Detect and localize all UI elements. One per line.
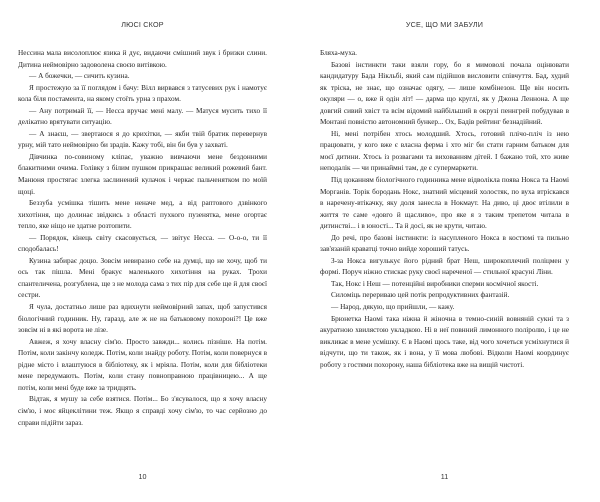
left-page bbox=[18, 0, 267, 502]
paragraph: Нессина мала висолоплює язика й дує, видаючи смішний звук і бризки слини. Дитина неймовірно задоволена своєю витівкою. bbox=[18, 49, 267, 69]
paragraph: Кузина забирає доцю. Зовсім невиразно себе на думці, що не хочу, щоб ти ось так пішла. Мені бракує маленького хихотіння на руках. Трохи спантеличена, розгублена, ще з не молода сама з тих пір для себе ще й для своєї сестри. bbox=[18, 256, 267, 300]
page-number-left: 10 bbox=[138, 472, 147, 481]
left-page-body bbox=[18, 48, 267, 429]
paragraph: Під цоканням біологічного годинника мене відволікла поява Нокса та Наомі Морганів. Торік бородань Нокс, знатний місцевий холостяк, по вуха втріскався в наречену-втікачку, яку доля занесла в Нокмаут. На диво, ці двоє втілили в життя те саме «довго й щасливо», про яке я з таким трепетом читала в дитинстві... і в юності... Та й досі, як не крути, читаю. bbox=[320, 176, 569, 231]
paragraph: Так, Нокс і Неш — потенційні виробники сперми космічної якості. bbox=[331, 279, 539, 288]
running-head-author: ЛЮСІ СКОР bbox=[121, 20, 164, 29]
paragraph: Ні, мені потрібен хтось молодший. Хтось, готовий плічо-пліч із нею працювати, у кого вже є власна ферма і хто міг би стати гарним батьком для моєї дитини. Хтось із розвагами та вихованням дітей. І бажано той, хто живе неподалік — чи принаймні там, де є супермаркети. bbox=[320, 129, 569, 173]
paragraph: Я простежую за її поглядом і бачу: Вілл вирвався з татусевих рук і намотує кола біля постамента, на якому стоїть урна з прахом. bbox=[18, 83, 267, 104]
paragraph: — Народ, дякую, що прийшли, — кажу. bbox=[331, 303, 455, 312]
paragraph: — А божечки, — сичить кузина. bbox=[29, 72, 130, 81]
paragraph: — Порядок, кінець світу скасовується, — звітує Несса. — О-о-о, ти її сподобалась! bbox=[18, 233, 267, 254]
paragraph: Брюнетка Наомі така ніжна й жіночна в темно-синій вовняній сукні та з акуратною хвилястою укладкою. Ні в неї повнний лимонного поліролю, і це не викликає в мене усмішку. Є в Наомі щось таке, від чого хочеться усміхнутися й відчути, що ти також, як і вона, у її мова любові. Відколи Наомі координує роботу з гостями похорону, наша бібліотека вже на вищій чистоті. bbox=[320, 314, 569, 369]
paragraph: Беззуба усмішка тішить мене неначе мед, а від раптового дзвінкого хихотіння, що долинає звідкись з області пухкого пузенятка, мене огортає тепло, яке ніщо не здатне розтопити. bbox=[18, 199, 267, 231]
paragraph: — А знаєш, — звертаюся я до крихітки, — якби твій братик перевернув урну, мій тато неймовірно би зрадів. Кажу тобі, він би був у захваті. bbox=[18, 129, 267, 150]
right-page-body bbox=[320, 48, 569, 371]
paragraph: Відтак, я мушу за себе взятися. Потім... Бо з'ясувалося, що я хочу власну сім'ю, і моє яйцеклітини теж. Якщо я справді хочу сім'ю, то час серйозно до справи підійти зараз. bbox=[18, 395, 267, 427]
paragraph: — Ану потримай її, — Несса вручає мені малу. — Матуся мусить тихо її делікатно врятувати ситуацію. bbox=[18, 106, 267, 127]
right-page bbox=[320, 0, 569, 502]
paragraph: Авжеж, я хочу власну сім'ю. Просто завжди... колись пізніше. На потім. Потім, коли закінчу коледж. Потім, коли знайду роботу. Потім, коли повернуся в рідне місто і влаштуюся в бібліотеку, як і мріяла. Потім, коли для бібліотеки мене передумають. Потім, коли стану повноправною працівницею... А ще потім, коли мені буде вже за тридцять. bbox=[18, 337, 267, 392]
running-head-title: УСЕ, ЩО МИ ЗАБУЛИ bbox=[405, 20, 484, 29]
paragraph: З-за Нокса вигулькує його рідний брат Неш, широкоплечий поліцмен у формі. Поруч ніжно стискає руку своєї нареченої — стильної красуні Ліни. bbox=[320, 256, 569, 277]
paragraph: Силоміць перериваю цей потік репродуктивних фантазій. bbox=[331, 291, 510, 300]
paragraph: Я чула, достатньо лише раз вдихнути неймовірний запах, щоб запустився біологічний годинник. Ну, гаразд, але ж не на батьковому похороні?! Це вже зовсім ні в які ворота не лізе. bbox=[18, 303, 267, 335]
page-number-right: 11 bbox=[440, 472, 449, 481]
paragraph: Бляха-муха. bbox=[320, 49, 357, 57]
paragraph: До речі, про базові інстинкти: із насупленого Нокса в костюмі та пильно зав'язаній краватці точно вийде хороший татусь. bbox=[320, 233, 569, 254]
paragraph: Дівчинка по-совиному кліпає, уважно вивчаючи мене бездонними блакитними очима. Голівку з білим пушком прикрашає великий рожевий бант. Манюня простягає злегка заслинений кулачок і черкає пальченятком по моїй щоці. bbox=[18, 152, 267, 196]
paragraph: Базові інстинкти таки взяли гору, бо я мимоволі почала оцінювати кандидатуру Бада Нікльбі, який сам підійшов висловити співчуття. Бад, худий як тріска, не знає, що означає одягу, — лише комбінезон. Ще він носить окуляри — о, вже й одін літ! — дарма що круглі, як у Джона Леннона. А ще довгий сивий хвіст та всім відомий найбільший в окрузі пеннгрей побудував в Монтані повністю автономний бункер... Ох, Бадів рейтинг безнадійний. bbox=[320, 60, 569, 127]
